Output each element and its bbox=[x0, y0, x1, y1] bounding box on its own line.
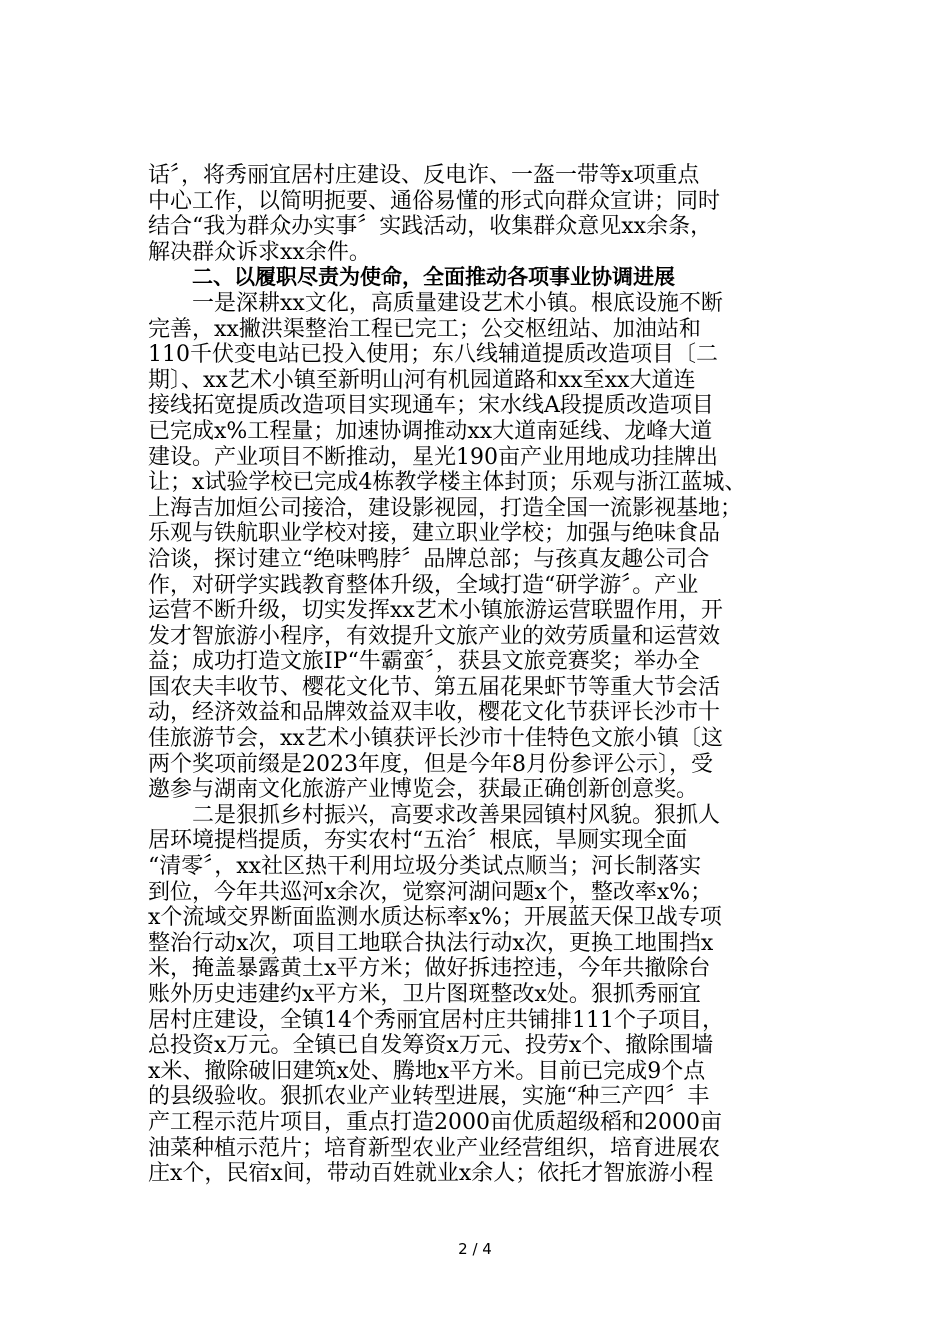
paragraph-line: 乐观与铁航职业学校对接，建立职业学校；加强与绝味食品 bbox=[148, 521, 721, 547]
text-line: 结合“我为群众办实事〞实践活动，收集群众意见xx余条， bbox=[148, 214, 713, 240]
paragraph-line: 米，掩盖暴露黄土x平方米；做好拆违控违，今年共撤除台 bbox=[148, 956, 711, 982]
paragraph-line: 产工程示范片项目，重点打造2000亩优质超级稻和2000亩 bbox=[148, 1109, 722, 1135]
paragraph-line: 庄x个，民宿x间，带动百姓就业x余人；依托才智旅游小程 bbox=[148, 1161, 714, 1187]
paragraph-line: 洽谈，探讨建立“绝味鸭脖〞品牌总部；与孩真友趣公司合 bbox=[148, 546, 710, 572]
paragraph-line: 国农夫丰收节、樱花文化节、第五届花果虾节等重大节会活 bbox=[148, 674, 721, 700]
paragraph-line: 接线拓宽提质改造项目实现通车；宋水线A段提质改造项目 bbox=[148, 393, 714, 419]
paragraph-line: 的县级验收。狠抓农业产业转型进展，实施“种三产四〞丰 bbox=[148, 1084, 710, 1110]
paragraph-line: 油菜种植示范片；培育新型农业产业经营组织，培育进展农 bbox=[148, 1135, 721, 1161]
page-number: 2 / 4 bbox=[458, 1240, 492, 1258]
paragraph-line: 建设。产业项目不断推动，星光190亩产业用地成功挂牌出 bbox=[148, 444, 718, 470]
text-line: 话〞，将秀丽宜居村庄建设、反电诈、一盔一带等x项重点 bbox=[148, 163, 700, 188]
paragraph-line: 运营不断升级，切实发挥xx艺术小镇旅游运营联盟作用，开 bbox=[148, 598, 723, 624]
paragraph-line: “清零〞，xx社区热干利用垃圾分类试点顺当；河长制落实 bbox=[148, 854, 702, 880]
paragraph-line: 完善，xx撇洪渠整治工程已完工；公交枢纽站、加油站和 bbox=[148, 316, 701, 342]
paragraph-line: x个流域交界断面监测水质达标率x%；开展蓝天保卫战专项 bbox=[148, 905, 722, 931]
paragraph-line: 让；x试验学校已完成4栋教学楼主体封顶；乐观与浙江蓝城、 bbox=[148, 470, 747, 496]
paragraph-line: 账外历史违建约x平方米，卫片图斑整改x处。狠抓秀丽宜 bbox=[148, 982, 701, 1007]
paragraph-line: 居村庄建设，全镇14个秀丽宜居村庄共铺排111个子项目， bbox=[148, 1007, 724, 1033]
section-heading: 二、以履职尽责为使命，全面推动各项事业协调进展 bbox=[192, 265, 675, 290]
paragraph-line: 总投资x万元。全镇已自发筹资x万元、投劳x个、撤除围墙 bbox=[148, 1033, 714, 1059]
paragraph-line: 110千伏变电站已投入使用；东八线辅道提质改造项目〔二 bbox=[148, 342, 718, 368]
document-body bbox=[148, 163, 810, 1187]
paragraph-line: 动，经济效益和品牌效益双丰收，樱花文化节获评长沙市十 bbox=[148, 700, 721, 726]
paragraph-line: 期〕、xx艺术小镇至新明山河有机园道路和xx至xx大道连 bbox=[148, 367, 696, 393]
paragraph-line: 二是狠抓乡村振兴，高要求改善果园镇村风貌。狠抓人 bbox=[192, 802, 721, 828]
text-line: 中心工作，以简明扼要、通俗易懂的形式向群众宣讲；同时 bbox=[148, 188, 721, 214]
paragraph-line: 上海吉加烜公司接洽，建设影视园，打造全国一流影视基地； bbox=[148, 495, 743, 521]
paragraph-line: 佳旅游节会，xx艺术小镇获评长沙市十佳特色文旅小镇〔这 bbox=[148, 726, 723, 752]
paragraph-line: 发才智旅游小程序，有效提升文旅产业的效劳质量和运营效 bbox=[148, 623, 721, 649]
paragraph-line: 益；成功打造文旅IP“牛霸蛮〞，获县文旅竞赛奖；举办全 bbox=[148, 649, 700, 675]
paragraph-line: 两个奖项前缀是2023年度，但是今年8月份参评公示〕，受 bbox=[148, 751, 713, 777]
paragraph-line: 居环境提档提质，夯实农村“五治〞根底，旱厕实现全面 bbox=[148, 828, 688, 854]
paragraph-line: 一是深耕xx文化，高质量建设艺术小镇。根底设施不断 bbox=[192, 290, 723, 316]
paragraph-line: 邀参与湖南文化旅游产业博览会，获最正确创新创意奖。 bbox=[148, 777, 699, 803]
paragraph-line: 整治行动x次，项目工地联合执法行动x次，更换工地围挡x bbox=[148, 930, 714, 956]
paragraph-line: x米、撤除破旧建筑x处、腾地x平方米。目前已完成9个点 bbox=[148, 1058, 706, 1084]
paragraph-line: 作，对研学实践教育整体升级，全域打造“研学游〞。产业 bbox=[148, 572, 699, 598]
paragraph-line: 已完成x%工程量；加速协调推动xx大道南延线、龙峰大道 bbox=[148, 418, 713, 444]
paragraph-line: 到位，今年共巡河x余次，觉察河湖问题x个，整改率x%； bbox=[148, 879, 713, 905]
text-line: 解决群众诉求xx余件。 bbox=[148, 239, 371, 265]
